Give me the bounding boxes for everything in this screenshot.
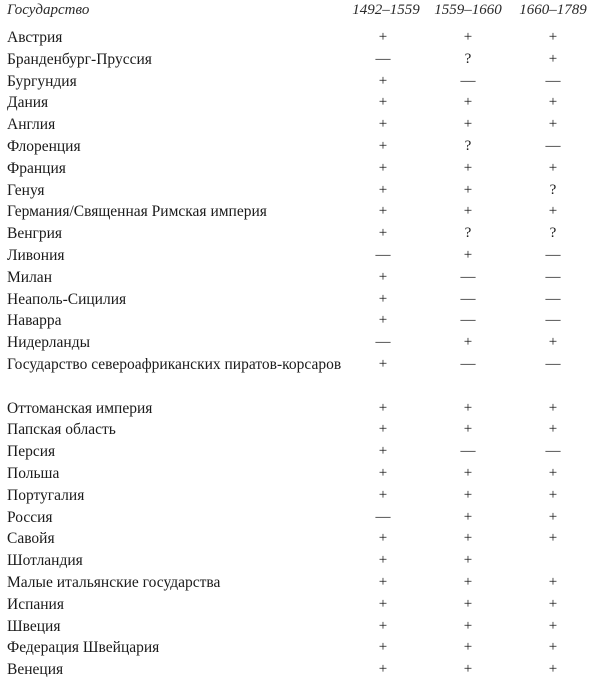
period-3-value: — [545,312,561,329]
period-1-value: + [378,137,388,154]
state-name: Малые итальянские государства [7,573,221,591]
period-1-value: + [378,181,388,198]
period-2-value: — [460,268,476,285]
header-period-2: 1559–1660 [434,2,502,18]
period-3-value: — [545,355,561,372]
period-1-value: — [375,508,391,525]
state-name: Венгрия [7,225,63,243]
state-name: Испания [7,595,64,613]
state-name: Ливония [7,246,65,264]
table-row [0,309,600,331]
table-row [0,266,600,288]
state-name: Папская область [7,421,116,439]
period-1-value: + [378,312,388,329]
table-row [0,179,600,201]
period-3-value: + [548,399,558,416]
table-row [0,113,600,135]
table-row [0,571,600,593]
period-2-value: + [463,29,473,45]
period-1-value: + [378,116,388,133]
period-3-value: + [548,617,558,634]
table-row [0,484,600,506]
period-3-value: — [545,246,561,263]
period-1-value: + [378,573,388,590]
table-row [0,222,600,244]
state-name: Бранденбург-Пруссия [7,50,152,68]
period-2-value: — [460,443,476,460]
period-2-value: ? [464,225,472,242]
state-name: Милан [7,268,52,286]
period-3-value: — [545,137,561,154]
period-1-value: + [378,464,388,481]
table-row [0,48,600,70]
period-3-value: + [548,508,558,525]
table-row [0,549,600,571]
period-3-value: — [545,443,561,460]
period-1-value: + [378,29,388,45]
table-row [0,288,600,310]
period-1-value: + [378,595,388,612]
period-1-value: + [378,617,388,634]
header-state: Государство [7,2,90,18]
period-2-value: + [463,94,473,111]
table-row [0,26,600,48]
state-name: Австрия [7,29,63,46]
period-2-value: — [460,312,476,329]
period-3-value: + [548,573,558,590]
period-3-value: + [548,203,558,220]
period-1-value: + [378,203,388,220]
period-1-value: + [378,486,388,503]
period-1-value: + [378,94,388,111]
table-row [0,615,600,637]
period-1-value: + [378,355,388,372]
table-row [0,331,600,353]
period-3-value: + [548,116,558,133]
table-row [0,157,600,179]
period-2-value: ? [464,137,472,154]
table-row [0,135,600,157]
period-2-value: + [463,552,473,569]
period-3-value: — [545,72,561,89]
state-name: Флоренция [7,137,81,155]
state-name: Дания [7,94,49,112]
period-1-value: + [378,399,388,416]
period-2-value: + [463,639,473,656]
period-3-value: + [548,595,558,612]
period-2-value: — [460,72,476,89]
period-3-value: + [548,486,558,503]
state-name: Персия [7,443,56,461]
period-1-value: + [378,661,388,678]
state-name: Бургундия [7,72,77,90]
period-2-value: + [463,116,473,133]
header-period-3: 1660–1789 [519,2,587,18]
table-row [0,418,600,440]
period-2-value: + [463,203,473,220]
period-2-value: — [460,290,476,307]
period-1-value: + [378,159,388,176]
period-2-value: + [463,508,473,525]
state-name: Швеция [7,617,61,635]
period-3-value: + [548,530,558,547]
period-3-value: ? [549,181,557,198]
period-3-value: + [548,464,558,481]
table-row [0,506,600,528]
table-row [0,658,600,680]
period-2-value: + [463,661,473,678]
period-1-value: + [378,530,388,547]
state-name: Россия [7,508,53,526]
state-name: Государство североафриканских пиратов-корсаров [7,355,342,373]
state-name: Венеция [7,661,64,679]
period-1-value: — [375,50,391,67]
state-name: Шотландия [7,552,83,570]
period-3-value: + [548,661,558,678]
period-2-value: + [463,464,473,481]
period-2-value: ? [464,50,472,67]
period-3-value: + [548,639,558,656]
period-3-value: + [548,421,558,438]
table-row [0,200,600,222]
period-2-value: + [463,486,473,503]
period-3-value: — [545,268,561,285]
period-2-value: + [463,334,473,351]
table-row [0,397,600,419]
table-header [0,2,600,24]
period-2-value: + [463,595,473,612]
period-3-value: + [548,94,558,111]
period-2-value: — [460,355,476,372]
period-3-value: + [548,29,558,45]
period-2-value: + [463,159,473,176]
period-2-value: + [463,617,473,634]
period-2-value: + [463,246,473,263]
period-2-value: + [463,181,473,198]
state-name: Оттоманская империя [7,399,153,417]
period-1-value: + [378,443,388,460]
state-name: Польша [7,464,60,482]
state-name: Германия/Священная Римская империя [7,203,267,221]
state-name: Франция [7,159,66,177]
table-row [0,91,600,113]
header-period-1: 1492–1559 [352,2,420,18]
table-row [0,527,600,549]
table-row [0,353,600,397]
state-name: Наварра [7,312,62,330]
period-3-value: + [548,159,558,176]
table-row [0,70,600,92]
period-1-value: + [378,639,388,656]
period-1-value: + [378,72,388,89]
period-3-value: ? [549,225,557,242]
period-2-value: + [463,399,473,416]
state-name: Нидерланды [7,334,91,352]
period-3-value: + [548,50,558,67]
table-row [0,636,600,658]
state-name: Савойя [7,530,55,548]
table-row [0,244,600,266]
period-2-value: + [463,573,473,590]
period-1-value: + [378,421,388,438]
state-name: Неаполь-Сицилия [7,290,127,308]
period-1-value: — [375,246,391,263]
state-name: Англия [7,116,56,134]
table-row [0,462,600,484]
table-row [0,593,600,615]
period-2-value: + [463,530,473,547]
period-1-value: + [378,290,388,307]
table-body [0,26,600,680]
period-1-value: + [378,225,388,242]
period-2-value: + [463,421,473,438]
state-name: Португалия [7,486,85,504]
period-3-value: + [548,334,558,351]
state-name: Федерация Швейцария [7,639,160,657]
state-name: Генуя [7,181,45,199]
table-row [0,440,600,462]
period-1-value: + [378,268,388,285]
period-1-value: — [375,334,391,351]
period-3-value: — [545,290,561,307]
period-1-value: + [378,552,388,569]
